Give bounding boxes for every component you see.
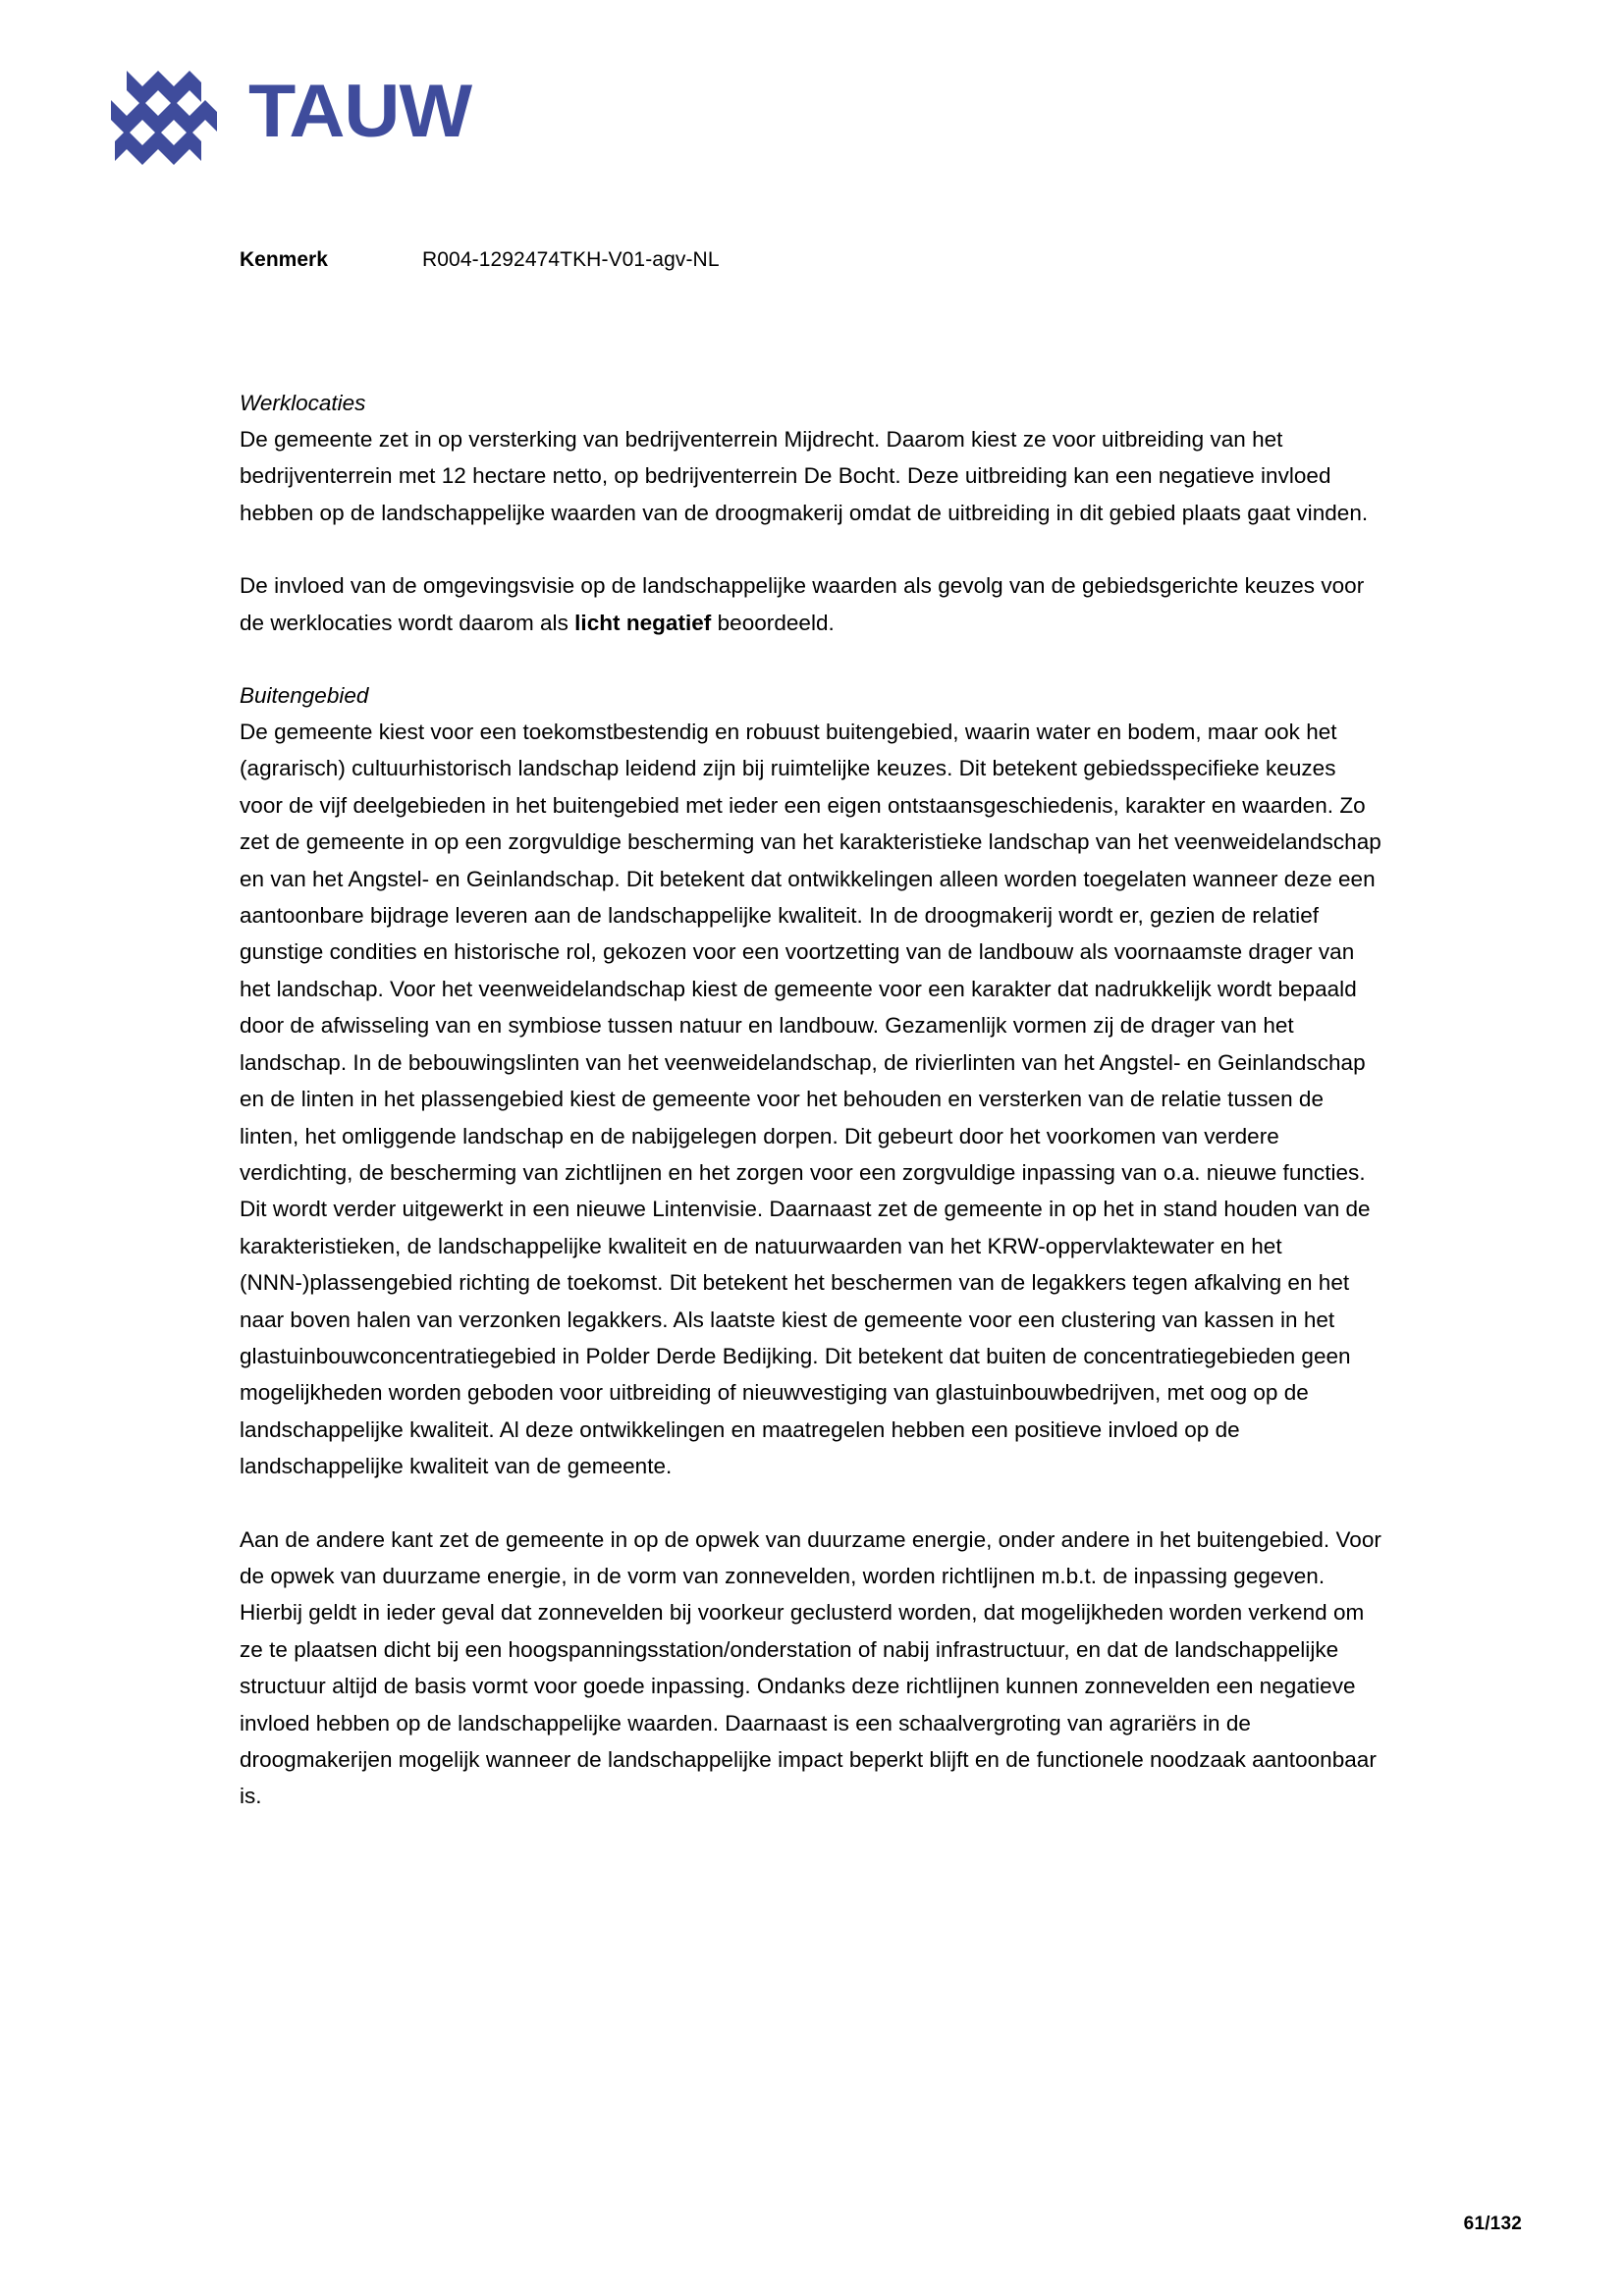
- tauw-logo: [101, 57, 472, 167]
- kenmerk-row: [240, 247, 720, 272]
- paragraph-werklocaties-1: De gemeente zet in op versterking van bedrijventerrein Mijdrecht. Daarom kiest ze voor uitbreiding van het bedrijventerrein met 12 hectare netto, op bedrijventerrein De Bocht. Deze uitbreiding kan een negatieve invloed hebben op de landschappelijke waarden van de droogmakerij omdat de uitbreiding in dit gebied plaats gaat vinden.: [240, 427, 1369, 525]
- kenmerk-value: R004-1292474TKH-V01-agv-NL: [422, 248, 720, 271]
- section-heading-buitengebied: Buitengebied: [240, 683, 369, 709]
- paragraph-buitengebied-2: Aan de andere kant zet de gemeente in op de opwek van duurzame energie, onder andere in het buitengebied. Voor de opwek van duurzame energie, in de vorm van zonnevelden, worden richtlijnen m.b.t. de inpassing gegeven. Hierbij geldt in ieder geval dat zonnevelden bij voorkeur geclusterd worden, dat mogelijkheden worden verkend om ze te plaatsen dicht bij een hoogspanningsstation/onderstation of nabij infrastructuur, en dat de landschappelijke structuur altijd de basis vormt voor goede inpassing. Ondanks deze richtlijnen kunnen zonnevelden een negatieve invloed hebben op de landschappelijke waarden. Daarnaast is een schaalvergroting van agrariërs in de droogmakerijen mogelijk wanneer de landschappelijke impact beperkt blijft en de functionele noodzaak aantoonbaar is.: [240, 1526, 1381, 1809]
- paragraph-werklocaties-2: [240, 567, 1383, 641]
- kenmerk-label: Kenmerk: [240, 248, 328, 271]
- section-heading-werklocaties: Werklocaties: [240, 391, 366, 415]
- paragraph-text-part1: De invloed van de omgevingsvisie op de landschappelijke waarden als gevolg van de gebiedsgerichte keuzes voor de werklocaties wordt daarom als: [240, 573, 1365, 635]
- paragraph-buitengebied-1: De gemeente kiest voor een toekomstbestendig en robuust buitengebied, waarin water en bodem, maar ook het (agrarisch) cultuurhistorisch landschap leidend zijn bij ruimtelijke keuzes. Dit betekent gebiedsspecifieke keuzes voor de vijf deelgebieden in het buitengebied met ieder een eigen ontstaansgeschiedenis, karakter en waarden. Zo zet de gemeente in op een zorgvuldige bescherming van het karakteristieke landschap van het veenweidelandschap en van het Angstel- en Geinlandschap. Dit betekent dat ontwikkelingen alleen worden toegelaten wanneer deze een aantoonbare bijdrage leveren aan de landschappelijke kwaliteit. In de droogmakerij wordt er, gezien de relatief gunstige condities en historische rol, gekozen voor een voortzetting van de landbouw als voornaamste drager van het landschap. Voor het veenweidelandschap kiest de gemeente voor een karakter dat nadrukkelijk wordt bepaald door de afwisseling van en symbiose tussen natuur en landbouw. Gezamenlijk vormen zij de drager van het landschap. In de bebouwingslinten van het veenweidelandschap, de rivierlinten van het Angstel- en Geinlandschap en de linten in het plassengebied kiest de gemeente voor het behouden en versterken van de relatie tussen de linten, het omliggende landschap en de nabijgelegen dorpen. Dit gebeurt door het voorkomen van verdere verdichting, de bescherming van zichtlijnen en het zorgen voor een zorgvuldige inpassing van o.a. nieuwe functies. Dit wordt verder uitgewerkt in een nieuwe Lintenvisie. Daarnaast zet de gemeente in op het in stand houden van de karakteristieken, de landschappelijke kwaliteit en de natuurwaarden van het KRW-oppervlaktewater en het (NNN-)plassengebied richting de toekomst. Dit betekent het beschermen van de legakkers tegen afkalving en het naar boven halen van verzonken legakkers. Als laatste kiest de gemeente voor een clustering van kassen in het glastuinbouwconcentratiegebied in Polder Derde Bedijking. Dit betekent dat buiten de concentratiegebieden geen mogelijkheden worden geboden voor uitbreiding of nieuwvestiging van glastuinbouwbedrijven, met oog op de landschappelijke kwaliteit. Al deze ontwikkelingen en maatregelen hebben een positieve invloed op de landschappelijke kwaliteit van de gemeente.: [240, 720, 1381, 1479]
- emphasis-licht-negatief: licht negatief: [574, 610, 712, 635]
- document-body: [240, 385, 1383, 1815]
- tauw-zigzag-logo-icon: [101, 57, 227, 167]
- page-number: 61/132: [1463, 2214, 1522, 2234]
- tauw-wordmark: TAUW: [248, 70, 472, 153]
- paragraph-text-part2: beoordeeld.: [711, 610, 835, 635]
